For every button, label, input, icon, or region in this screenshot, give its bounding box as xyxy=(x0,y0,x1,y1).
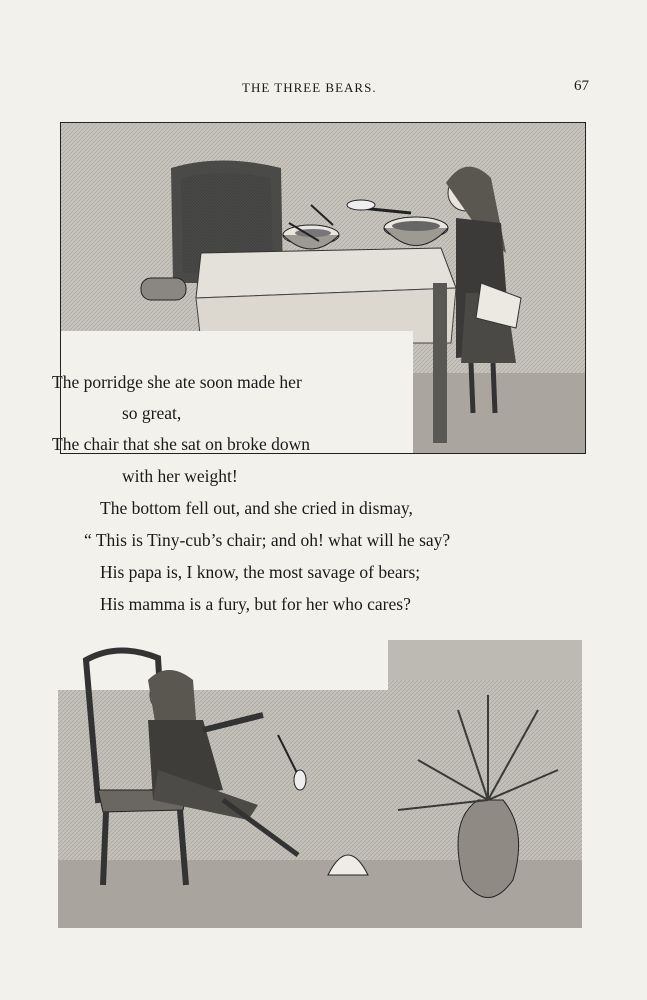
poem-line: The bottom fell out, and she cried in dismay, xyxy=(100,498,413,518)
page-number: 67 xyxy=(574,78,589,94)
poem-line: The porridge she ate soon made her xyxy=(52,372,302,392)
poem-line: The chair that she sat on broke down xyxy=(52,434,311,454)
poem-line: “ This is Tiny-cub’s chair; and oh! what will he say? xyxy=(84,530,451,550)
running-title: THE THREE BEARS. xyxy=(242,80,377,95)
poem-line: with her weight! xyxy=(122,466,238,486)
poem-line: His papa is, I know, the most savage of bears; xyxy=(100,562,421,582)
poem-line: His mamma is a fury, but for her who cares? xyxy=(100,594,411,614)
poem-line: so great, xyxy=(122,403,182,423)
